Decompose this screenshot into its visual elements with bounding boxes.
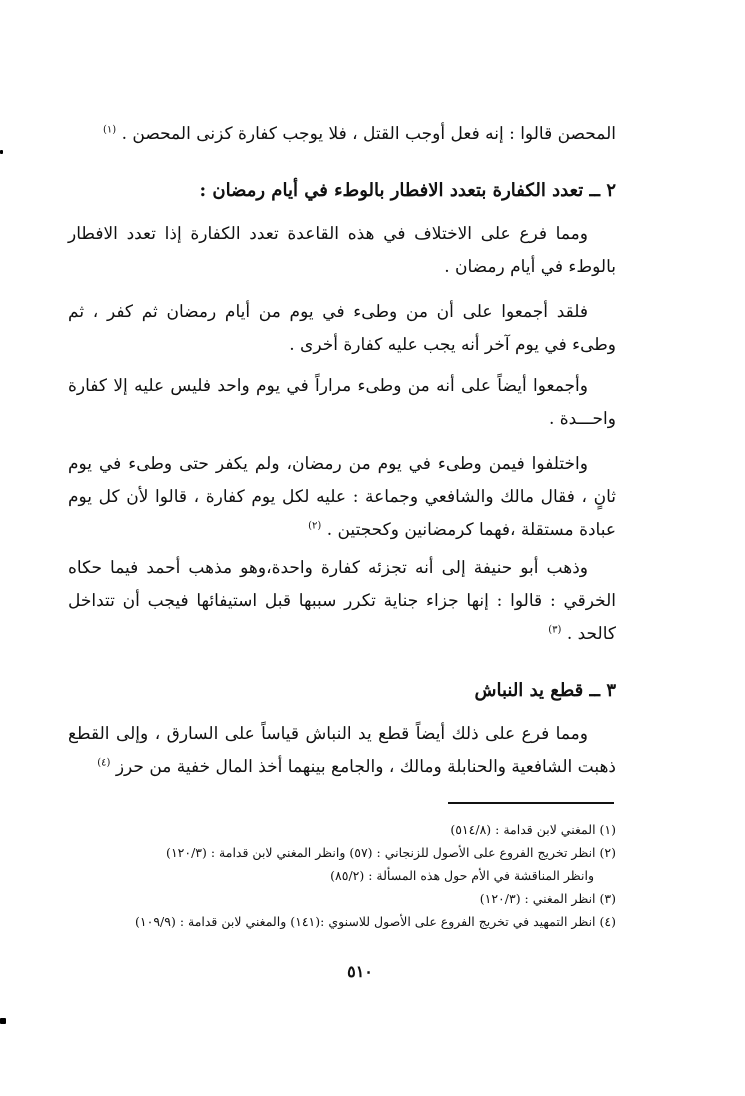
scan-mark-left bbox=[0, 150, 3, 154]
footnote-ref-1: (١) bbox=[103, 124, 117, 136]
paragraph-5-text: واختلفوا فيمن وطىء في يوم من رمضان، ولم يكفر حتى وطىء في يوم ثانٍ ، فقال مالك والشافعي وجماعة : عليه لكل يوم كفارة ، قالوا لأن كل يوم عبادة مستقلة ،فهما كرمضانين وكحجتين . bbox=[68, 454, 616, 540]
footnotes bbox=[68, 818, 616, 933]
section-heading-3: ٣ ــ قطع يد النباش bbox=[474, 680, 616, 701]
paragraph-1 bbox=[68, 118, 616, 151]
footnote-3: (٣) انظر المغني : (١٢٠/٣) bbox=[479, 891, 616, 906]
paragraph-6-text: وذهب أبو حنيفة إلى أنه تجزئه كفارة واحدة،وهو مذهب أحمد فيما حكاه الخرقي : قالوا : إنها جزاء جناية تكرر سببها قبل استيفائها فيجب أن تتداخل كالحد . bbox=[68, 558, 616, 644]
footnote-ref-3: (٣) bbox=[548, 624, 562, 636]
paragraph-5 bbox=[68, 448, 616, 547]
paragraph-6 bbox=[68, 552, 616, 651]
footnote-2-continuation: وانظر المناقشة في الأم حول هذه المسألة : (٨٥/٢) bbox=[330, 868, 594, 883]
footnote-ref-2: (٢) bbox=[308, 520, 322, 532]
footnote-2: (٢) انظر تخريج الفروع على الأصول للزنجاني : (٥٧) وانظر المغني لابن قدامة : (١٢٠/٣) bbox=[166, 845, 616, 860]
paragraph-4: وأجمعوا أيضاً على أنه من وطىء مراراً في يوم واحد فليس عليه إلا كفارة واحـــدة . bbox=[68, 376, 616, 429]
scan-mark-bottom-left bbox=[0, 1018, 6, 1024]
paragraph-7-text: ومما فرع على ذلك أيضاً قطع يد النباش قياساً على السارق ، وإلى القطع ذهبت الشافعية والحنابلة ومالك ، والجامع بينهما أخذ المال خفية من حرز bbox=[68, 724, 616, 777]
page-number: ٥١٠ bbox=[347, 962, 373, 981]
footnote-ref-4: (٤) bbox=[97, 757, 111, 769]
paragraph-7 bbox=[68, 718, 616, 784]
footnote-1: (١) المغني لابن قدامة : (٥١٤/٨) bbox=[450, 822, 616, 837]
footnote-separator bbox=[448, 802, 614, 804]
paragraph-2: ومما فرع على الاختلاف في هذه القاعدة تعدد الكفارة إذا تعدد الافطار بالوطء في أيام رمضان . bbox=[68, 224, 616, 277]
section-heading-2: ٢ ــ تعدد الكفارة بتعدد الافطار بالوطء في أيام رمضان : bbox=[199, 180, 616, 201]
paragraph-3: فلقد أجمعوا على أن من وطىء في يوم من أيام رمضان ثم كفر ، ثم وطىء في يوم آخر أنه يجب عليه كفارة أخرى . bbox=[68, 302, 616, 355]
paragraph-1-text: المحصن قالوا : إنه فعل أوجب القتل ، فلا يوجب كفارة كزنى المحصن . bbox=[121, 124, 616, 144]
footnote-4: (٤) انظر التمهيد في تخريج الفروع على الأصول للاسنوي :(١٤١) والمغني لابن قدامة : (١٠٩/٩) bbox=[135, 914, 616, 929]
